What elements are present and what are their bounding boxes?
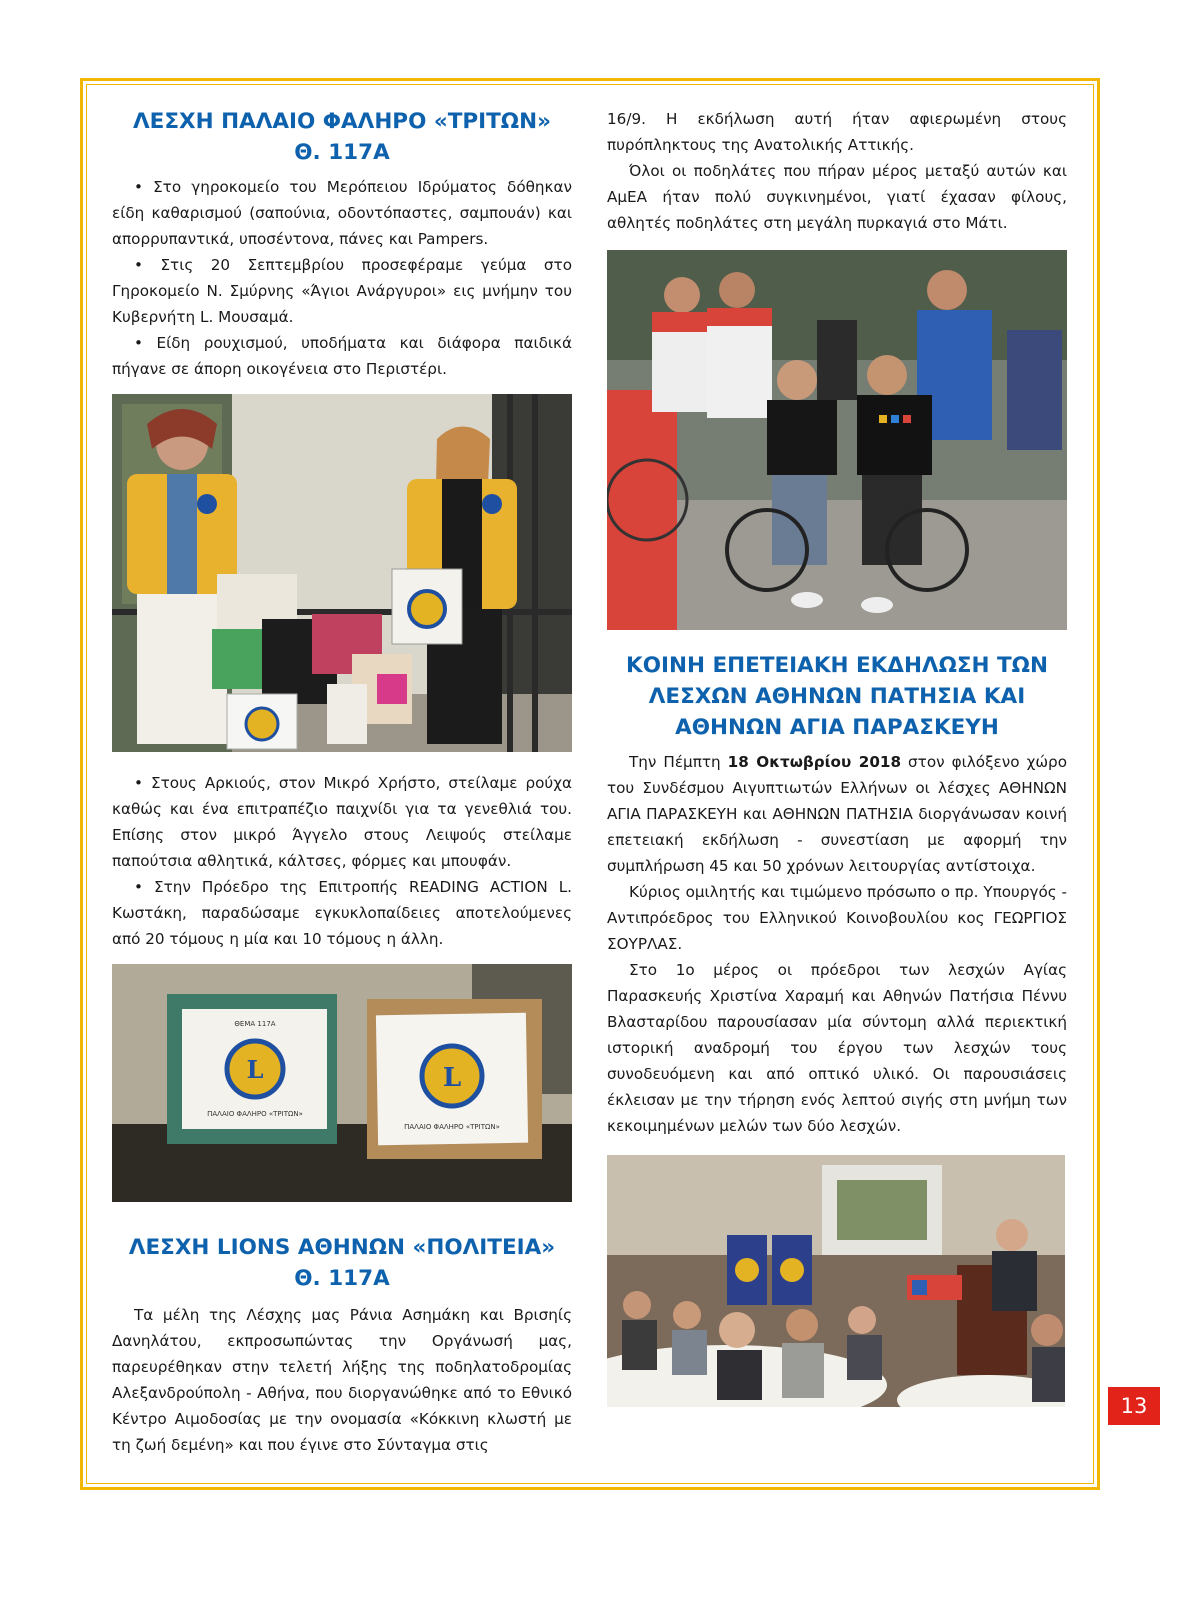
paragraph: Στο 1ο μέρος οι πρόεδροι των λεσχών Αγίας Παρασκευής Χριστίνα Χαραμή και Αθηνών Πατήσια Πέννυ Βλασταρίδου παρουσίασαν μία σύντομη αλλά περιεκτική ιστορική αναδρομή του έργου των λεσχών τους συνοδευόμενη και από οπτικό υλικό. Οι παρουσιάσεις έκλεισαν με την τήρηση ενός λεπτού σιγής στη μνήμη των κεκοιμημένων μελών των δύο λεσχών. [607,961,1067,1135]
section-title-politeia [112,1232,572,1294]
paragraph: 16/9. Η εκδήλωση αυτή ήταν αφιερωμένη στους πυρόπληκτους της Ανατολικής Αττικής. [607,110,1067,154]
text-run: Την Πέμπτη [629,753,728,771]
box-label: ΠΑΛΑΙΟ ΦΑΛΗΡΟ «ΤΡΙΤΩΝ» [207,1110,303,1118]
paragraph: • Είδη ρουχισμού, υποδήματα και διάφορα παιδικά πήγανε σε άπορη οικογένεια στο Περιστέρι. [112,334,572,378]
photo-boxes [112,964,572,1202]
title-line: ΛΕΣΧΗ ΠΑΛΑΙΟ ΦΑΛΗΡΟ «ΤΡΙΤΩΝ» [133,109,551,134]
photo-conference [607,1155,1065,1407]
paragraph: • Στις 20 Σεπτεμβρίου προσεφέραμε γεύμα στο Γηροκομείο Ν. Σμύρνης «Άγιοι Ανάργυροι» εις μνήμην του Κυβερνήτη L. Μουσαμά. [112,256,572,326]
title-line: ΚΟΙΝΗ ΕΠΕΤΕΙΑΚΗ ΕΚΔΗΛΩΣΗ ΤΩΝ [626,653,1048,678]
paragraph: • Στο γηροκομείο του Μερόπειου Ιδρύματος δόθηκαν είδη καθαρισμού (σαπούνια, οδοντόπαστες, σαμπουάν) και απορρυπαντικά, υποσέντονα, πάνες και Pampers. [112,178,572,248]
box-label: ΘΕΜΑ 117Α [234,1020,276,1028]
paragraph: Κύριος ομιλητής και τιμώμενο πρόσωπο ο πρ. Υπουργός - Αντιπρόεδρος του Ελληνικού Κοινοβουλίου κος ΓΕΩΡΓΙΟΣ ΣΟΥΡΛΑΣ. [607,883,1067,953]
title-line: ΛΕΣΧΗ LIONS ΑΘΗΝΩΝ «ΠΟΛΙΤΕΙΑ» [128,1235,556,1260]
title-line: Θ. 117Α [294,1266,390,1291]
photo-cyclists-event [607,250,1067,630]
svg-text:L: L [442,1063,462,1093]
box-label: ΠΑΛΑΙΟ ΦΑΛΗΡΟ «ΤΡΙΤΩΝ» [404,1123,500,1131]
right-column [607,106,1067,1407]
title-line: Θ. 117Α [294,140,390,165]
paragraph: Τα μέλη της Λέσχης μας Ράνια Ασημάκη και Βρισηίς Δανηλάτου, εκπροσωπώντας την Οργάνωσή μας, παρευρέθηκαν στην τελετή λήξης της ποδηλατοδρομίας Αλεξανδρούπολη - Αθήνα, που διοργανώθηκε από το Εθνικό Κέντρο Αιμοδοσίας με την ονομασία «Κόκκινη κλωστή με τη ζωή δεμένη» και που έγινε στο Σύνταγμα στις [112,1306,572,1454]
page-number-badge: 13 [1108,1387,1160,1425]
photo-donations-women [112,394,572,752]
paragraph: • Στους Αρκιούς, στον Μικρό Χρήστο, στείλαμε ρούχα καθώς και ένα επιτραπέζιο παιχνίδι για τα γενεθλιά του. Επίσης στον μικρό Άγγελο στους Λειψούς στείλαμε παπούτσια αθλητικά, κάλτσες, φόρμες και μπουφάν. [112,774,572,870]
title-line: ΛΕΣΧΩΝ ΑΘΗΝΩΝ ΠΑΤΗΣΙΑ ΚΑΙ [648,684,1026,709]
paragraph [607,749,1067,879]
text-run: στον φιλόξενο χώρο του Συνδέσμου Αιγυπτιωτών Ελλήνων οι λέσχες ΑΘΗΝΩΝ ΑΓΙΑ ΠΑΡΑΣΚΕΥΗ και ΑΘΗΝΩΝ ΠΑΤΗΣΙΑ διοργάνωσαν κοινή επετειακή εκδήλωση - συνεστίαση με αφορμή την συμπλήρωση 45 και 50 χρόνων λειτουργίας αντίστοιχα. [607,753,1067,875]
section-title-joint-event [607,650,1067,743]
paragraph: Όλοι οι ποδηλάτες που πήραν μέρος μεταξύ αυτών και ΑμΕΑ ήταν πολύ συγκινημένοι, γιατί έχασαν φίλους, αθλητές ποδηλάτες στη μεγάλη πυρκαγιά στο Μάτι. [607,162,1067,232]
title-line: ΑΘΗΝΩΝ ΑΓΙΑ ΠΑΡΑΣΚΕΥΗ [675,715,999,740]
text-run-bold: 18 Οκτωβρίου 2018 [727,753,902,771]
paragraph: • Στην Πρόεδρο της Επιτροπής READING ACTION L. Κωστάκη, παραδώσαμε εγκυκλοπαίδειες αποτελούμενες από 20 τόμους η μία και 10 τόμους η άλλη. [112,878,572,948]
left-column [112,106,572,1458]
section-title-tritonas [112,106,572,168]
svg-text:L: L [246,1055,264,1084]
